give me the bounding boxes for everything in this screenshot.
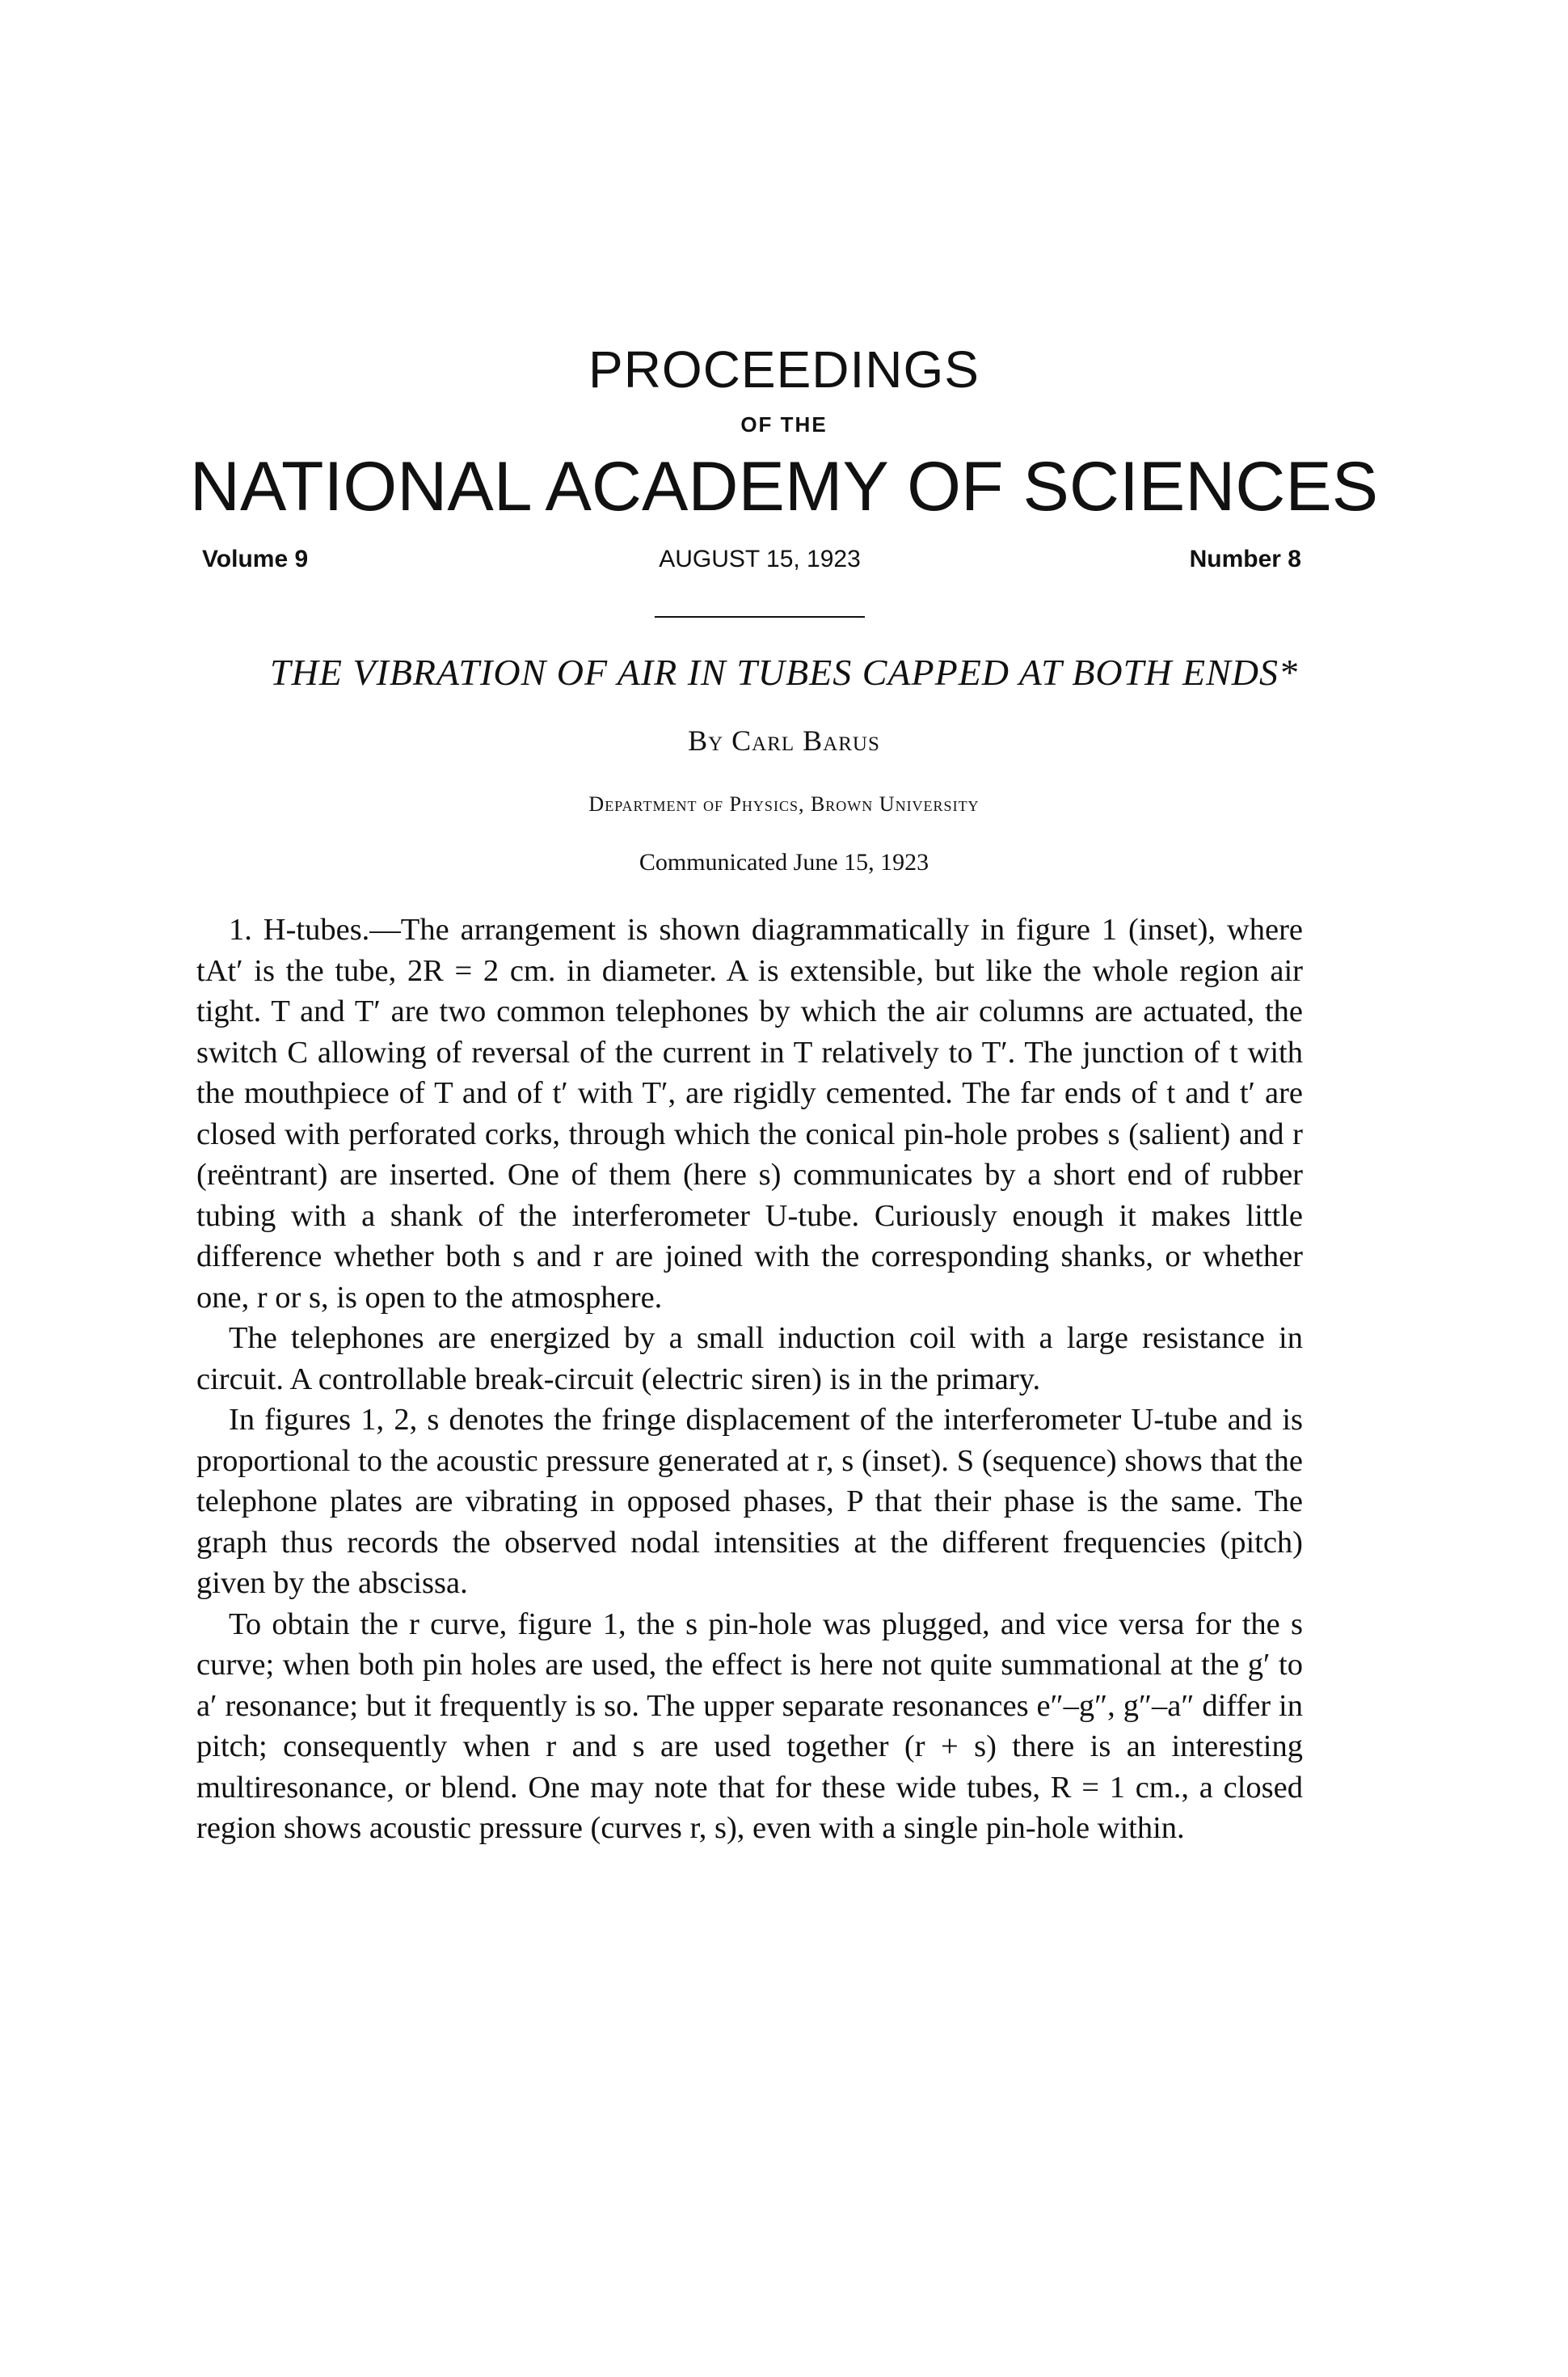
article-body — [196, 910, 1303, 1849]
journal-title-of-the: OF THE — [740, 412, 828, 437]
article-title: THE VIBRATION OF AIR IN TUBES CAPPED AT BOTH ENDS* — [270, 652, 1298, 693]
author-byline: By Carl Barus — [688, 724, 880, 757]
body-paragraph-3: In figures 1, 2, s denotes the fringe displacement of the interferometer U-tube and is proportional to the acoustic pressure generated at r, s (inset). S (sequence) shows that the telephone plates are vibrating in opposed phases, P that their phase is the same. The graph thus records the observed nodal intensities at the different frequencies (pitch) given by the abscissa. — [196, 1403, 1303, 1600]
author-affiliation: Department of Physics, Brown University — [588, 792, 980, 816]
body-paragraph-2: The telephones are energized by a small induction coil with a large resistance in circuit. A controllable break-circuit (electric siren) is in the primary. — [196, 1321, 1303, 1396]
issue-volume: Volume 9 — [202, 546, 309, 572]
journal-title-proceedings: PROCEEDINGS — [588, 340, 980, 399]
issue-number: Number 8 — [1189, 546, 1301, 572]
issue-date: AUGUST 15, 1923 — [659, 546, 861, 572]
issue-info-row — [202, 546, 1301, 586]
title-divider — [655, 616, 865, 618]
journal-masthead — [0, 0, 1568, 614]
body-paragraph-1: 1. H-tubes.—The arrangement is shown diagrammatically in figure 1 (inset), where tAt′ is the tube, 2R = 2 cm. in diameter. A is extensible, but like the whole region air tight. T and T′ are two common telephones by which the air columns are actuated, the switch C allowing of reversal of the current in T relatively to T′. The junction of t with the mouthpiece of T and of t′ with T′, are rigidly cemented. The far ends of t and t′ are closed with perforated corks, through which the conical pin-hole probes s (salient) and r (reëntrant) are inserted. One of them (here s) communicates by a short end of rubber tubing with a shank of the interferometer U-tube. Curiously enough it makes little difference whether both s and r are joined with the corresponding shanks, or whether one, r or s, is open to the atmosphere. — [196, 913, 1303, 1315]
journal-title-academy: NATIONAL ACADEMY OF SCIENCES — [189, 448, 1379, 526]
communicated-date: Communicated June 15, 1923 — [639, 849, 929, 876]
body-paragraph-4: To obtain the r curve, figure 1, the s pin-hole was plugged, and vice versa for the s curve; when both pin holes are used, the effect is here not quite summational at the g′ to a′ resonance; but it frequently is so. The upper separate resonances e″–g″, g″–a″ differ in pitch; consequently when r and s are used together (r + s) there is an interesting multiresonance, or blend. One may note that for these wide tubes, R = 1 cm., a closed region shows acoustic pressure (curves r, s), even with a single pin-hole within. — [196, 1606, 1303, 1845]
